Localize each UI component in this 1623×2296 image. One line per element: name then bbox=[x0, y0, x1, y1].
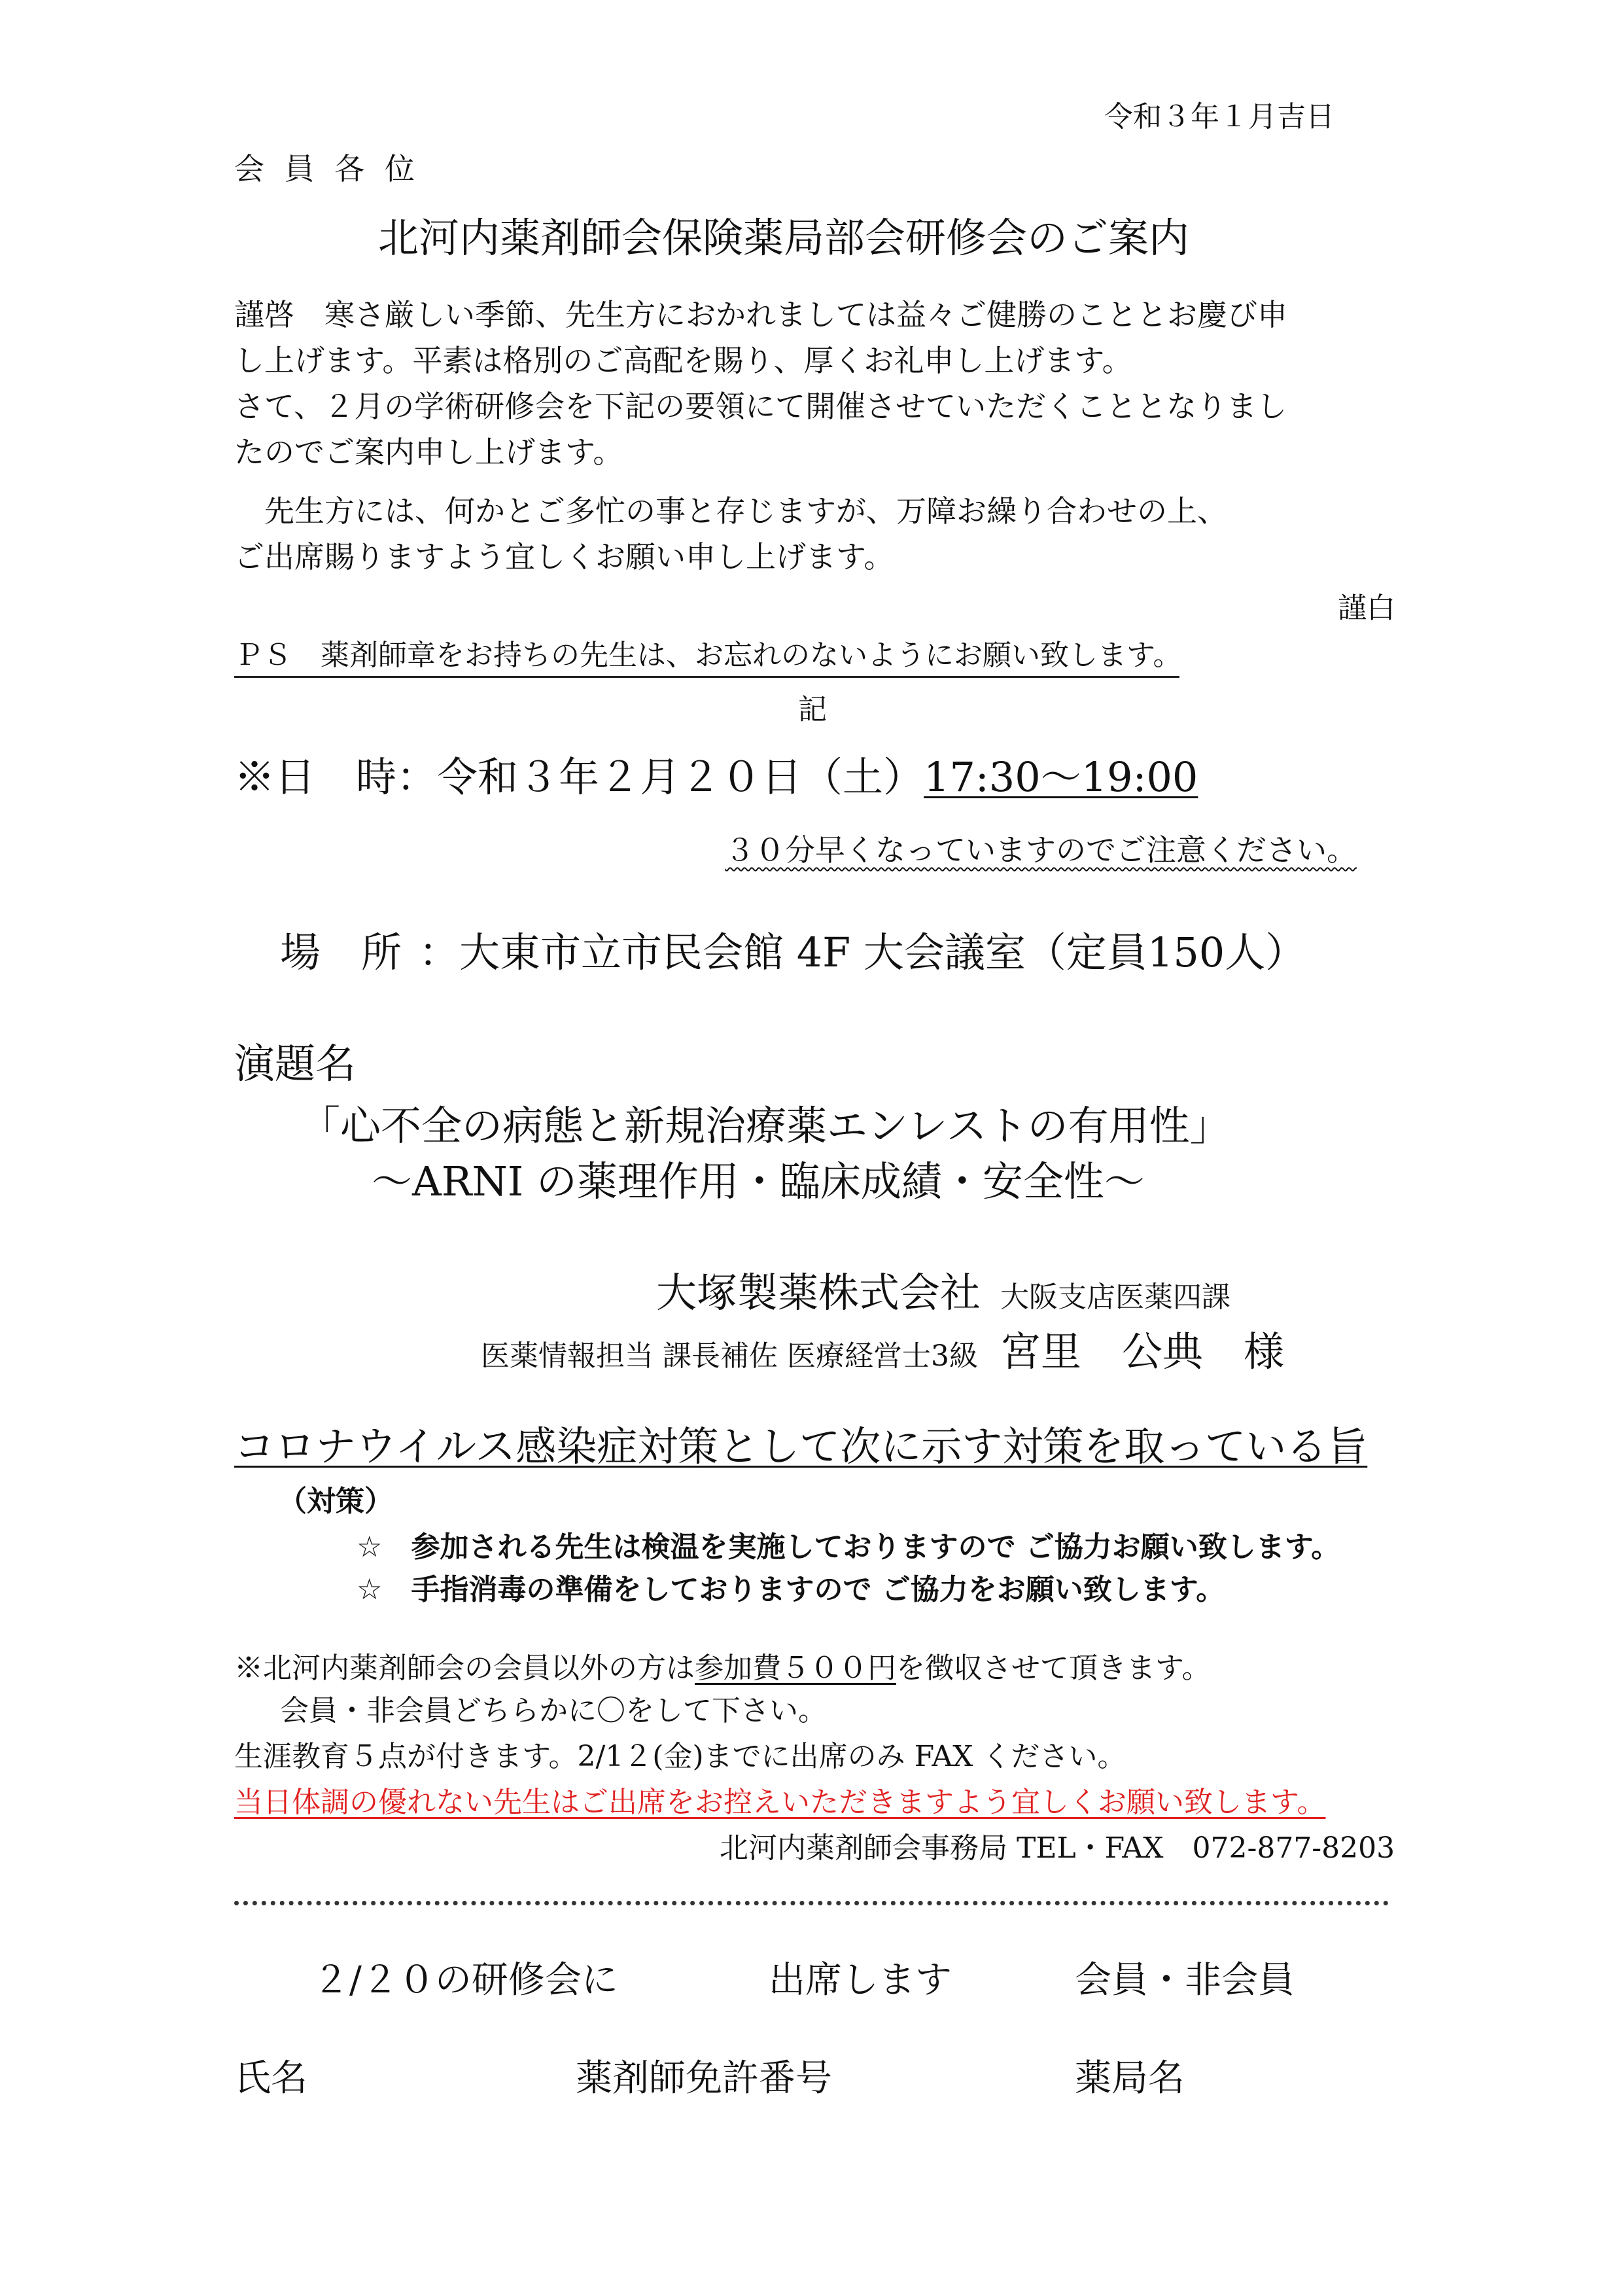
speaker-company: 大塚製薬株式会社 bbox=[656, 1269, 981, 1316]
lecture-title: 「心不全の病態と新規治療薬エンレストの有用性」 bbox=[300, 1102, 1230, 1150]
form-membership[interactable]: 会員・非会員 bbox=[1075, 1959, 1295, 2002]
ki-marker: 記 bbox=[798, 693, 827, 726]
fee-prefix: ※北河内薬剤師会の会員以外の方は bbox=[234, 1651, 695, 1685]
lecture-heading: 演題名 bbox=[234, 1040, 357, 1087]
schedule-note: ３０分早くなっていますのでご注意ください。 bbox=[725, 832, 1357, 868]
health-warning: 当日体調の優れない先生はご出席をお控えいただきますよう宜しくお願い致します。 bbox=[234, 1786, 1326, 1819]
form-name-label: 氏名 bbox=[234, 2057, 307, 2100]
greeting-line: 謹啓 寒さ厳しい季節、先生方におかれましては益々ご健勝のこととお慶び申 bbox=[234, 297, 1287, 332]
speaker-role: 医薬情報担当 課長補佐 医療経営士3級 bbox=[481, 1339, 978, 1373]
speaker-company-line bbox=[656, 1269, 1230, 1316]
member-note: 会員・非会員どちらかに〇をして下さい。 bbox=[280, 1694, 827, 1727]
form-license-label: 薬剤師免許番号 bbox=[576, 2057, 832, 2100]
venue-label: 場 所 bbox=[280, 928, 402, 976]
document-title: 北河内薬剤師会保険薬局部会研修会のご案内 bbox=[378, 214, 1190, 262]
covid-heading: コロナウイルス感染症対策として次に示す対策を取っている旨 bbox=[234, 1422, 1368, 1470]
venue-line bbox=[280, 929, 1306, 976]
form-attend[interactable]: 出席します bbox=[769, 1959, 952, 2002]
ps-underline bbox=[234, 676, 1179, 678]
schedule-time: 17:30～19:00 bbox=[924, 753, 1198, 801]
speaker-name: 宮里 公典 様 bbox=[1000, 1328, 1284, 1375]
lecture-subtitle: ～ARNI の薬理作用・臨床成績・安全性～ bbox=[372, 1157, 1145, 1205]
covid-label: （対策） bbox=[278, 1485, 393, 1518]
closing-word: 謹白 bbox=[1338, 592, 1395, 625]
greeting-line: 先生方には、何かとご多忙の事と存じますが、万障お繰り合わせの上、 bbox=[234, 493, 1227, 529]
credit-note: 生涯教育５点が付きます。2/1２(金)までに出席のみ FAX ください。 bbox=[234, 1740, 1126, 1773]
greeting-line: さて、２月の学術研修会を下記の要領にて開催させていただくこととなりまし bbox=[234, 389, 1287, 424]
greeting-line: たのでご案内申し上げます。 bbox=[234, 434, 623, 470]
fee-suffix: を徴収させて頂きます。 bbox=[896, 1651, 1211, 1685]
covid-item: ☆ 手指消毒の準備をしておりますので ご協力をお願い致します。 bbox=[357, 1573, 1225, 1606]
cut-line bbox=[234, 1901, 1389, 1905]
form-pharmacy-label: 薬局名 bbox=[1075, 2057, 1185, 2100]
greeting-line: ご出席賜りますよう宜しくお願い申し上げます。 bbox=[234, 539, 894, 574]
ps-note: ＰＳ 薬剤師章をお持ちの先生は、お忘れのないようにお願い致します。 bbox=[234, 639, 1182, 672]
contact-info: 北河内薬剤師会事務局 TEL・FAX 072-877-8203 bbox=[720, 1831, 1395, 1865]
venue-value: ：大東市立市民会館 4F 大会議室（定員150人） bbox=[419, 928, 1306, 976]
speaker-branch: 大阪支店医薬四課 bbox=[1000, 1280, 1231, 1314]
document-date: 令和３年１月吉日 bbox=[1104, 100, 1335, 133]
schedule-label: ※日 時：令和３年２月２０日（土） bbox=[234, 753, 924, 801]
covid-item: ☆ 参加される先生は検温を実施しておりますので ご協力お願い致します。 bbox=[357, 1530, 1340, 1564]
greeting-line: し上げます。平素は格別のご高配を賜り、厚くお礼申し上げます。 bbox=[234, 343, 1132, 378]
form-event: ２/２０の研修会に bbox=[313, 1959, 618, 2002]
fee-amount: 参加費５００円 bbox=[695, 1651, 896, 1685]
schedule-line bbox=[234, 754, 1198, 800]
speaker-name-line bbox=[481, 1328, 1284, 1375]
addressee: 会 員 各 位 bbox=[234, 151, 420, 186]
fee-line bbox=[234, 1652, 1210, 1686]
